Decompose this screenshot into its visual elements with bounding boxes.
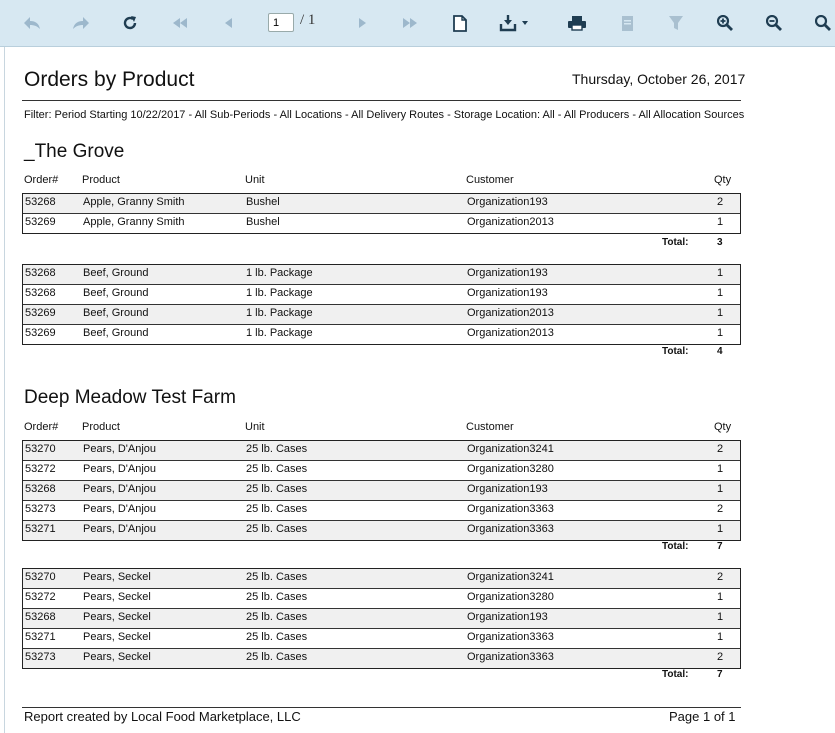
column-header-qty: Qty (714, 174, 732, 186)
order-table (22, 440, 741, 541)
group-title: _The Grove (24, 141, 125, 162)
cell-product: Pears, D'Anjou (83, 443, 157, 455)
cell-order: 53272 (25, 591, 56, 603)
cell-customer: Organization193 (467, 287, 548, 299)
refresh-icon[interactable] (120, 12, 140, 34)
cell-qty: 2 (717, 651, 724, 663)
print-icon[interactable] (566, 12, 588, 34)
total-value: 7 (717, 541, 723, 552)
cell-customer: Organization3363 (467, 651, 554, 663)
table-row (23, 500, 740, 520)
total-label: Total: (662, 541, 689, 552)
cell-customer: Organization193 (467, 483, 548, 495)
cell-unit: Bushel (246, 196, 280, 208)
total-label: Total: (662, 237, 689, 248)
table-row (23, 265, 740, 284)
table-row (23, 194, 740, 213)
filter-icon[interactable] (666, 12, 686, 34)
cell-qty: 1 (717, 483, 724, 495)
cell-qty: 1 (717, 287, 724, 299)
cell-product: Beef, Ground (83, 267, 149, 279)
cell-order: 53268 (25, 267, 56, 279)
cell-product: Apple, Granny Smith (83, 216, 185, 228)
report-date: Thursday, October 26, 2017 (572, 71, 746, 87)
cell-customer: Organization193 (467, 196, 548, 208)
cell-unit: 25 lb. Cases (246, 523, 308, 535)
order-table (22, 193, 741, 234)
order-table (22, 264, 741, 345)
total-value: 3 (717, 237, 723, 248)
cell-qty: 1 (717, 327, 724, 339)
cell-order: 53268 (25, 611, 56, 623)
cell-product: Pears, Seckel (83, 611, 151, 623)
cell-customer: Organization193 (467, 611, 548, 623)
table-row (23, 213, 740, 233)
cell-product: Pears, Seckel (83, 591, 151, 603)
footer-page-number: Page 1 of 1 (669, 709, 736, 724)
cell-qty: 1 (717, 216, 724, 228)
cell-unit: 25 lb. Cases (246, 591, 308, 603)
cell-product: Pears, D'Anjou (83, 483, 157, 495)
page-count: / 1 (300, 12, 316, 28)
table-row (23, 648, 740, 668)
cell-qty: 2 (717, 443, 724, 455)
cell-unit: 1 lb. Package (246, 327, 313, 339)
table-row (23, 324, 740, 344)
cell-product: Beef, Ground (83, 287, 149, 299)
column-header-product: Product (82, 174, 120, 186)
cell-product: Pears, D'Anjou (83, 523, 157, 535)
table-row (23, 480, 740, 500)
cell-unit: Bushel (246, 216, 280, 228)
cell-customer: Organization3363 (467, 523, 554, 535)
page-number-input[interactable] (268, 13, 294, 32)
cell-customer: Organization3241 (467, 443, 554, 455)
column-header-product: Product (82, 421, 120, 433)
cell-customer: Organization3280 (467, 591, 554, 603)
back-icon[interactable] (22, 12, 42, 34)
header-divider (22, 100, 741, 101)
report-viewer-toolbar (0, 0, 835, 47)
column-header-customer: Customer (466, 421, 514, 433)
cell-product: Apple, Granny Smith (83, 196, 185, 208)
copy-icon[interactable] (617, 12, 637, 34)
next-page-icon[interactable] (354, 12, 370, 34)
cell-unit: 25 lb. Cases (246, 443, 308, 455)
forward-icon[interactable] (71, 12, 91, 34)
cell-order: 53268 (25, 196, 56, 208)
table-row (23, 520, 740, 540)
column-header-order: Order# (24, 174, 59, 186)
total-value: 4 (717, 346, 723, 357)
table-row (23, 460, 740, 480)
table-row (23, 608, 740, 628)
group-title: Deep Meadow Test Farm (24, 387, 236, 408)
cell-product: Pears, Seckel (83, 571, 151, 583)
cell-unit: 25 lb. Cases (246, 611, 308, 623)
cell-customer: Organization3363 (467, 631, 554, 643)
table-row (23, 569, 740, 588)
cell-unit: 25 lb. Cases (246, 483, 308, 495)
cell-product: Pears, D'Anjou (83, 463, 157, 475)
cell-order: 53269 (25, 307, 56, 319)
cell-product: Pears, Seckel (83, 631, 151, 643)
cell-order: 53271 (25, 523, 56, 535)
table-row (23, 284, 740, 304)
cell-unit: 25 lb. Cases (246, 463, 308, 475)
cell-order: 53270 (25, 571, 56, 583)
previous-page-icon[interactable] (220, 12, 236, 34)
first-page-icon[interactable] (170, 12, 190, 34)
cell-qty: 1 (717, 631, 724, 643)
cell-customer: Organization2013 (467, 327, 554, 339)
table-row (23, 304, 740, 324)
cell-unit: 25 lb. Cases (246, 571, 308, 583)
cell-qty: 2 (717, 571, 724, 583)
cell-qty: 2 (717, 503, 724, 515)
total-label: Total: (662, 669, 689, 680)
cell-order: 53272 (25, 463, 56, 475)
export-icon[interactable] (498, 12, 532, 34)
footer-divider (22, 707, 741, 708)
report-filter: Filter: Period Starting 10/22/2017 - All Sub-Periods - All Locations - All Delivery Routes - Storage Location: All - All Producers - All Allocation Sources (24, 109, 745, 121)
cell-qty: 1 (717, 267, 724, 279)
last-page-icon[interactable] (400, 12, 420, 34)
cell-order: 53273 (25, 651, 56, 663)
column-header-customer: Customer (466, 174, 514, 186)
cell-customer: Organization193 (467, 267, 548, 279)
cell-customer: Organization3280 (467, 463, 554, 475)
cell-unit: 1 lb. Package (246, 267, 313, 279)
cell-product: Pears, Seckel (83, 651, 151, 663)
cell-order: 53269 (25, 327, 56, 339)
footer-credit: Report created by Local Food Marketplace, LLC (24, 709, 301, 724)
zoom-in-icon[interactable] (715, 12, 735, 34)
cell-customer: Organization3241 (467, 571, 554, 583)
cell-customer: Organization3363 (467, 503, 554, 515)
column-header-unit: Unit (245, 174, 265, 186)
search-icon[interactable] (813, 12, 833, 34)
cell-product: Beef, Ground (83, 307, 149, 319)
cell-order: 53273 (25, 503, 56, 515)
zoom-out-icon[interactable] (764, 12, 784, 34)
cell-unit: 25 lb. Cases (246, 503, 308, 515)
cell-unit: 1 lb. Package (246, 287, 313, 299)
new-page-icon[interactable] (450, 12, 470, 34)
total-value: 7 (717, 669, 723, 680)
cell-qty: 1 (717, 307, 724, 319)
cell-order: 53268 (25, 287, 56, 299)
cell-product: Beef, Ground (83, 327, 149, 339)
cell-customer: Organization2013 (467, 216, 554, 228)
cell-order: 53271 (25, 631, 56, 643)
table-row (23, 628, 740, 648)
column-header-unit: Unit (245, 421, 265, 433)
cell-unit: 25 lb. Cases (246, 631, 308, 643)
cell-product: Pears, D'Anjou (83, 503, 157, 515)
table-row (23, 588, 740, 608)
cell-qty: 1 (717, 523, 724, 535)
cell-qty: 1 (717, 611, 724, 623)
cell-qty: 1 (717, 463, 724, 475)
cell-customer: Organization2013 (467, 307, 554, 319)
cell-qty: 1 (717, 591, 724, 603)
column-header-qty: Qty (714, 421, 732, 433)
cell-order: 53268 (25, 483, 56, 495)
cell-unit: 25 lb. Cases (246, 651, 308, 663)
report-title: Orders by Product (24, 68, 195, 91)
cell-order: 53270 (25, 443, 56, 455)
table-row (23, 441, 740, 460)
cell-qty: 2 (717, 196, 724, 208)
total-label: Total: (662, 346, 689, 357)
cell-order: 53269 (25, 216, 56, 228)
cell-unit: 1 lb. Package (246, 307, 313, 319)
order-table (22, 568, 741, 669)
column-header-order: Order# (24, 421, 59, 433)
